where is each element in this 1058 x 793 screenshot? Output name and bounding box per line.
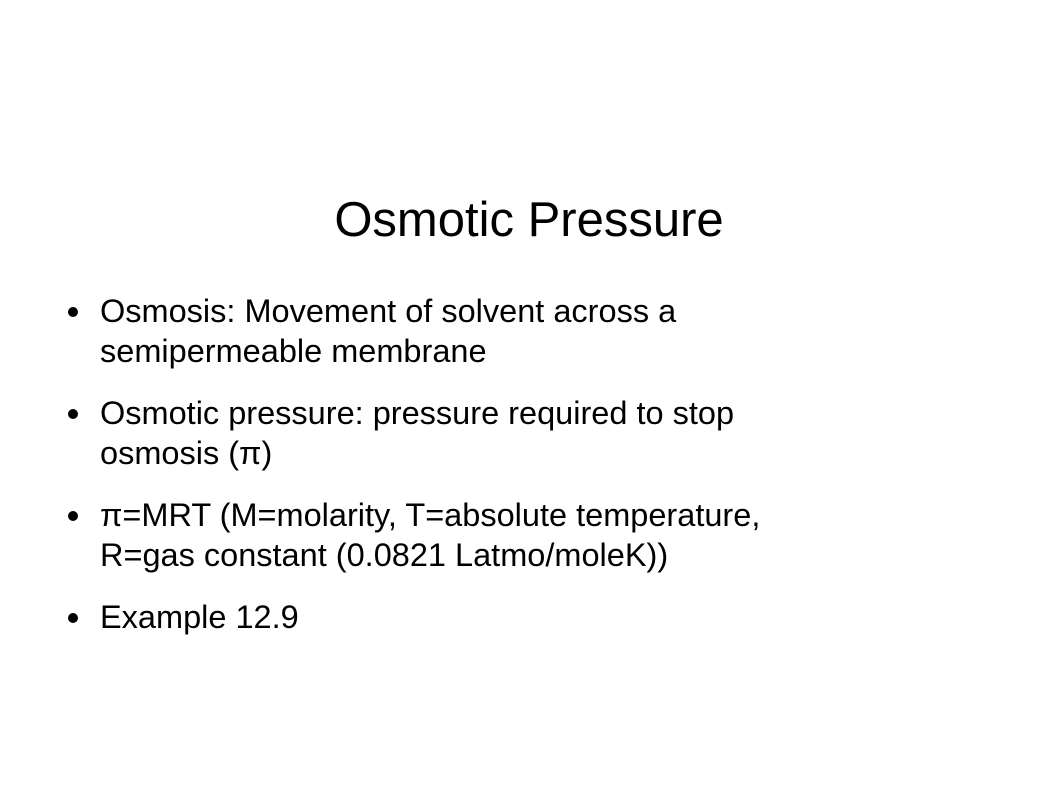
bullet-list (68, 291, 1028, 659)
bullet-icon (68, 613, 78, 623)
slide-title: Osmotic Pressure (334, 193, 724, 247)
bullet-text-line: Example 12.9 (100, 599, 299, 635)
bullet-icon (68, 511, 78, 521)
bullet-text-line: π=MRT (M=molarity, T=absolute temperature, (100, 497, 761, 533)
bullet-text-line: semipermeable membrane (100, 333, 487, 369)
bullet-item-example (68, 597, 1028, 637)
bullet-item-formula (68, 495, 1028, 575)
bullet-item-osmosis (68, 291, 1028, 371)
bullet-text-line: Osmosis: Movement of solvent across a (100, 293, 677, 329)
bullet-item-osmotic-pressure (68, 393, 1028, 473)
bullet-icon (68, 409, 78, 419)
bullet-text-line: osmosis (π) (100, 435, 273, 471)
bullet-text-line: Osmotic pressure: pressure required to stop (100, 395, 735, 431)
bullet-text-line: R=gas constant (0.0821 Latmo/moleK)) (100, 537, 669, 573)
bullet-icon (68, 307, 78, 317)
